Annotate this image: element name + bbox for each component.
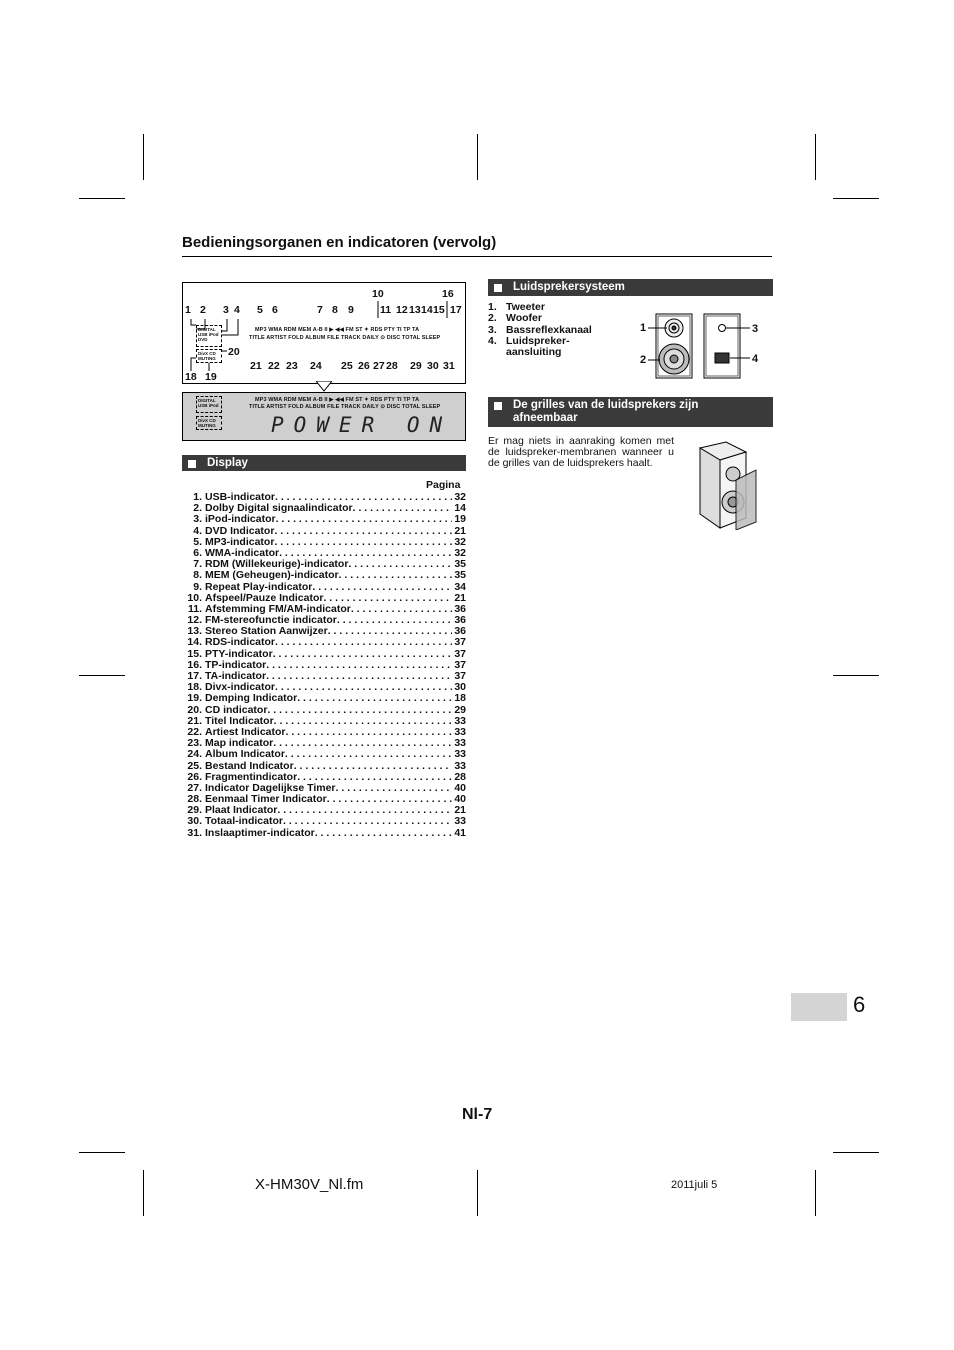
item-number: 17. bbox=[187, 671, 202, 682]
item-label: Eenmaal Timer Indicator bbox=[205, 794, 327, 806]
dot-leader bbox=[339, 570, 452, 581]
callout-25: 25 bbox=[341, 360, 353, 372]
speaker-callout-3: 3 bbox=[752, 323, 759, 335]
item-label: TP-indicator bbox=[205, 659, 267, 671]
muting-indicator: MUTING bbox=[198, 423, 216, 428]
speaker-callout-2: 2 bbox=[640, 354, 647, 366]
item-label: RDM (Willekeurige)-indicator bbox=[205, 559, 349, 571]
callout-4: 4 bbox=[234, 304, 240, 316]
item-page: 32 bbox=[454, 547, 466, 559]
item-page: 21 bbox=[454, 805, 466, 817]
item-label: Demping Indicator bbox=[205, 693, 298, 705]
item-page: 19 bbox=[454, 514, 466, 526]
item-label: Repeat Play-indicator bbox=[205, 581, 313, 593]
table-row bbox=[182, 761, 466, 772]
item-page: 33 bbox=[454, 816, 466, 828]
dot-leader bbox=[266, 671, 452, 682]
section-rule bbox=[182, 256, 772, 257]
item-page: 37 bbox=[454, 637, 466, 649]
item-page: 14 bbox=[454, 503, 466, 515]
dot-leader bbox=[274, 537, 452, 548]
item-number: 1. bbox=[488, 301, 497, 313]
item-page: 33 bbox=[454, 760, 466, 772]
item-page: 41 bbox=[454, 827, 466, 839]
dot-leader bbox=[323, 593, 452, 604]
display-indicator-list bbox=[182, 492, 466, 839]
speaker-grille-illustration bbox=[686, 440, 762, 530]
dvd-indicator: DVD bbox=[198, 337, 208, 342]
table-row bbox=[182, 526, 466, 537]
dot-leader bbox=[266, 660, 452, 671]
square-bullet-icon bbox=[494, 402, 502, 410]
grilles-heading-line1: De grilles van de luidsprekers zijn bbox=[513, 399, 699, 411]
item-label: FM-stereofunctie indicator bbox=[205, 615, 337, 627]
dot-leader bbox=[327, 794, 452, 805]
item-number: 2. bbox=[488, 312, 497, 325]
item-page: 21 bbox=[454, 592, 466, 604]
item-label: Fragmentindicator bbox=[205, 771, 298, 783]
crop-mark bbox=[143, 1170, 144, 1216]
item-label: Titel Indicator bbox=[205, 715, 274, 727]
dot-leader bbox=[294, 761, 452, 772]
table-row bbox=[182, 582, 466, 593]
item-number: 30. bbox=[187, 816, 202, 828]
display-diagram-numbered bbox=[182, 282, 466, 384]
item-number: 1. bbox=[193, 492, 202, 503]
table-row bbox=[182, 749, 466, 760]
item-label: Artiest Indicator bbox=[205, 726, 286, 738]
display-heading-bar bbox=[182, 455, 466, 471]
grilles-description: Er mag niets in aanraking komen met de luidspreker-membranen wanneer u de grilles van de luidsprekers haalt. bbox=[488, 435, 674, 469]
power-on-text: POWER ON bbox=[271, 413, 453, 437]
table-row bbox=[182, 514, 466, 525]
item-label: USB-indicator bbox=[205, 492, 276, 503]
crop-mark bbox=[833, 1152, 879, 1153]
dot-leader bbox=[337, 615, 452, 626]
indicator-labels-row1: MP3 WMA RDM MEM A-B II ▶ ◀◀ FM ST ✦ RDS PTY TI TP TA bbox=[255, 397, 420, 403]
table-row bbox=[182, 615, 466, 626]
callout-5: 5 bbox=[257, 304, 263, 316]
item-number: 29. bbox=[187, 805, 202, 817]
callout-10: 10 bbox=[372, 288, 384, 300]
item-label: TA-indicator bbox=[205, 671, 267, 682]
callout-1: 1 bbox=[185, 304, 191, 316]
item-page: 33 bbox=[454, 715, 466, 727]
table-row bbox=[182, 816, 466, 827]
item-label: Map indicator bbox=[205, 738, 274, 750]
footer-filename: X-HM30V_Nl.fm bbox=[255, 1176, 364, 1193]
item-number: 6. bbox=[193, 547, 202, 559]
item-label: Dolby Digital signaalindicator bbox=[205, 503, 353, 515]
item-page: 37 bbox=[454, 659, 466, 671]
table-row bbox=[182, 637, 466, 648]
dot-leader bbox=[267, 705, 452, 716]
item-number: 8. bbox=[193, 570, 202, 582]
grilles-heading-line2: afneembaar bbox=[513, 412, 578, 424]
item-label: Indicator Dagelijkse Timer bbox=[205, 782, 336, 794]
item-number: 23. bbox=[187, 738, 202, 750]
item-number: 24. bbox=[187, 749, 202, 761]
item-label: Album Indicator bbox=[205, 749, 285, 761]
ipod-indicator: iPod bbox=[208, 403, 219, 408]
item-label: RDS-indicator bbox=[205, 637, 276, 649]
item-number: 18. bbox=[187, 682, 202, 694]
item-page: 36 bbox=[454, 615, 466, 627]
item-number: 26. bbox=[187, 771, 202, 783]
callout-18: 18 bbox=[185, 371, 197, 383]
item-label: MEM (Geheugen)-indicator bbox=[205, 570, 339, 582]
speaker-heading-bar bbox=[488, 279, 773, 296]
list-item bbox=[488, 313, 592, 324]
callout-26: 26 bbox=[358, 360, 370, 372]
item-number: 15. bbox=[187, 648, 202, 660]
ipod-indicator: iPod bbox=[208, 332, 219, 337]
crop-mark bbox=[79, 198, 125, 199]
item-page: 32 bbox=[454, 492, 466, 503]
grilles-heading bbox=[513, 399, 698, 425]
dot-leader bbox=[315, 828, 452, 839]
callout-9: 9 bbox=[348, 304, 354, 316]
digital-indicator: DIGITAL bbox=[198, 398, 216, 403]
item-number: 28. bbox=[187, 794, 202, 806]
dot-leader bbox=[297, 772, 452, 783]
callout-23: 23 bbox=[286, 360, 298, 372]
callout-20: 20 bbox=[228, 346, 240, 358]
table-row bbox=[182, 649, 466, 660]
item-page: 33 bbox=[454, 749, 466, 761]
item-page: 32 bbox=[454, 536, 466, 548]
item-page: 33 bbox=[454, 738, 466, 750]
item-number: 13. bbox=[187, 626, 202, 638]
item-number: 10. bbox=[187, 592, 202, 604]
dot-leader bbox=[351, 604, 452, 615]
item-page: 21 bbox=[454, 525, 466, 537]
crop-mark bbox=[815, 1170, 816, 1216]
crop-mark bbox=[815, 134, 816, 180]
item-number: 22. bbox=[187, 726, 202, 738]
source-indicators-box bbox=[196, 396, 222, 413]
item-label: Luidspreker- bbox=[506, 334, 570, 347]
usb-indicator: USB bbox=[198, 332, 208, 337]
callout-29: 29 bbox=[410, 360, 422, 372]
table-row bbox=[182, 682, 466, 693]
table-row bbox=[182, 660, 466, 671]
item-page: 36 bbox=[454, 626, 466, 638]
callout-11: 11 bbox=[380, 304, 392, 316]
item-page: 35 bbox=[454, 570, 466, 582]
item-label: Afspeel/Pauze Indicator bbox=[205, 592, 324, 604]
indicator-labels-row2: TITLE ARTIST FOLD ALBUM FILE TRACK DAILY ⊙ DISC TOTAL SLEEP bbox=[249, 335, 441, 341]
speaker-parts-list bbox=[488, 302, 592, 358]
section-title: Bedieningsorganen en indicatoren (vervolg) bbox=[182, 234, 497, 251]
item-page: 36 bbox=[454, 603, 466, 615]
callout-7: 7 bbox=[317, 304, 323, 316]
divx-muting-box bbox=[196, 416, 222, 430]
item-page: 37 bbox=[454, 648, 466, 660]
crop-mark bbox=[143, 134, 144, 180]
indicator-labels-row1: MP3 WMA RDM MEM A-B II ▶ ◀◀ FM ST ✦ RDS PTY TI TP TA bbox=[255, 327, 420, 333]
dot-leader bbox=[274, 716, 452, 727]
table-row bbox=[182, 783, 466, 794]
item-label: PTY-indicator bbox=[205, 648, 273, 660]
table-row bbox=[182, 626, 466, 637]
item-label: Inslaaptimer-indicator bbox=[205, 827, 315, 839]
page-tab-number: 6 bbox=[853, 992, 866, 1017]
cd-indicator: CD bbox=[209, 351, 216, 356]
item-number: 25. bbox=[187, 760, 202, 772]
table-row bbox=[182, 705, 466, 716]
item-label: DVD Indicator bbox=[205, 525, 275, 537]
item-page: 40 bbox=[454, 794, 466, 806]
muting-indicator: MUTING bbox=[198, 356, 216, 361]
item-label: Afstemming FM/AM-indicator bbox=[205, 603, 351, 615]
item-number: 2. bbox=[193, 503, 202, 515]
speaker-front-back-illustration bbox=[636, 312, 764, 380]
dot-leader bbox=[275, 637, 452, 648]
item-label: MP3-indicator bbox=[205, 536, 275, 548]
display-diagram-power-on bbox=[182, 392, 466, 441]
dot-leader bbox=[274, 526, 452, 537]
item-number bbox=[488, 347, 506, 358]
item-number: 5. bbox=[193, 536, 202, 548]
item-page: 33 bbox=[454, 726, 466, 738]
grilles-heading-bar bbox=[488, 397, 773, 427]
item-label: CD indicator bbox=[205, 704, 268, 716]
dot-leader bbox=[276, 514, 452, 525]
table-row bbox=[182, 537, 466, 548]
dot-leader bbox=[283, 816, 452, 827]
item-number: 4. bbox=[488, 334, 497, 347]
item-label: aansluiting bbox=[506, 346, 562, 359]
dot-leader bbox=[279, 548, 452, 559]
table-row bbox=[182, 570, 466, 581]
dot-leader bbox=[348, 559, 452, 570]
item-number: 12. bbox=[187, 615, 202, 627]
square-bullet-icon bbox=[494, 284, 502, 292]
callout-24: 24 bbox=[310, 360, 322, 372]
item-label: iPod-indicator bbox=[205, 514, 276, 526]
item-label: Stereo Station Aanwijzer bbox=[205, 626, 328, 638]
table-row bbox=[182, 727, 466, 738]
dot-leader bbox=[328, 626, 452, 637]
callout-21: 21 bbox=[250, 360, 262, 372]
table-row bbox=[182, 693, 466, 704]
crop-mark bbox=[79, 675, 125, 676]
dot-leader bbox=[336, 783, 452, 794]
item-number: 3. bbox=[488, 323, 497, 336]
dot-leader bbox=[297, 693, 452, 704]
speaker-callout-4: 4 bbox=[752, 353, 759, 365]
speaker-heading: Luidsprekersysteem bbox=[513, 281, 625, 293]
table-row bbox=[182, 559, 466, 570]
digital-indicator: DIGITAL bbox=[198, 327, 216, 332]
display-heading: Display bbox=[207, 457, 248, 469]
table-row bbox=[182, 671, 466, 682]
item-label: Bestand Indicator bbox=[205, 760, 294, 772]
indicator-labels-row2: TITLE ARTIST FOLD ALBUM FILE TRACK DAILY ⊙ DISC TOTAL SLEEP bbox=[249, 404, 441, 410]
crop-mark bbox=[833, 198, 879, 199]
item-page: 30 bbox=[454, 682, 466, 694]
divx-indicator: DivX bbox=[198, 418, 209, 423]
usb-indicator: USB bbox=[198, 403, 208, 408]
dot-leader bbox=[275, 492, 452, 503]
callout-6: 6 bbox=[272, 304, 278, 316]
item-label: Woofer bbox=[506, 312, 542, 325]
page-tab bbox=[791, 993, 847, 1021]
dot-leader bbox=[286, 727, 452, 738]
callout-12: 12 bbox=[396, 304, 408, 316]
divx-indicator: DivX bbox=[198, 351, 209, 356]
pagina-label: Pagina bbox=[426, 479, 461, 491]
table-row bbox=[182, 503, 466, 514]
item-number: 14. bbox=[187, 637, 202, 649]
item-number: 11. bbox=[187, 603, 202, 615]
item-number: 27. bbox=[187, 782, 202, 794]
list-item bbox=[488, 347, 592, 358]
item-number: 19. bbox=[187, 693, 202, 705]
dot-leader bbox=[312, 582, 452, 593]
item-number: 31. bbox=[187, 827, 202, 839]
dot-leader bbox=[353, 503, 452, 514]
callout-13: 13 bbox=[409, 304, 421, 316]
table-row bbox=[182, 805, 466, 816]
item-number: 16. bbox=[187, 659, 202, 671]
callout-16: 16 bbox=[442, 288, 454, 300]
page-number: Nl-7 bbox=[462, 1106, 493, 1123]
item-page: 35 bbox=[454, 559, 466, 571]
item-number: 7. bbox=[193, 559, 202, 571]
crop-mark bbox=[79, 1152, 125, 1153]
callout-17: 17 bbox=[450, 304, 462, 316]
item-page: 34 bbox=[454, 581, 466, 593]
item-number: 20. bbox=[187, 704, 202, 716]
table-row bbox=[182, 604, 466, 615]
table-row bbox=[182, 548, 466, 559]
item-label: Plaat Indicator bbox=[205, 805, 278, 817]
callout-27: 27 bbox=[373, 360, 385, 372]
dot-leader bbox=[273, 649, 452, 660]
item-label: Divx-indicator bbox=[205, 682, 276, 694]
dot-leader bbox=[277, 805, 452, 816]
crop-mark bbox=[477, 1170, 478, 1216]
dot-leader bbox=[285, 749, 452, 760]
table-row bbox=[182, 593, 466, 604]
item-page: 40 bbox=[454, 782, 466, 794]
callout-2: 2 bbox=[200, 304, 206, 316]
item-number: 21. bbox=[187, 715, 202, 727]
item-page: 37 bbox=[454, 671, 466, 682]
item-label: Tweeter bbox=[506, 301, 545, 313]
item-page: 29 bbox=[454, 704, 466, 716]
table-row bbox=[182, 492, 466, 503]
speaker-callout-1: 1 bbox=[640, 322, 647, 334]
item-label: Bassreflexkanaal bbox=[506, 323, 592, 336]
item-page: 28 bbox=[454, 771, 466, 783]
square-bullet-icon bbox=[188, 460, 196, 468]
callout-22: 22 bbox=[268, 360, 280, 372]
callout-leader-lines bbox=[183, 283, 465, 383]
table-row bbox=[182, 794, 466, 805]
dot-leader bbox=[273, 738, 452, 749]
footer-date: 2011juli 5 bbox=[671, 1179, 718, 1191]
callout-30: 30 bbox=[427, 360, 439, 372]
callout-31: 31 bbox=[443, 360, 455, 372]
callout-28: 28 bbox=[386, 360, 398, 372]
item-number: 3. bbox=[193, 514, 202, 526]
table-row bbox=[182, 828, 466, 839]
item-label: Totaal-indicator bbox=[205, 816, 283, 828]
table-row bbox=[182, 738, 466, 749]
item-number: 4. bbox=[193, 525, 202, 537]
callout-3: 3 bbox=[223, 304, 229, 316]
callout-19: 19 bbox=[205, 371, 217, 383]
crop-mark bbox=[477, 134, 478, 180]
cd-indicator: CD bbox=[209, 418, 216, 423]
dot-leader bbox=[275, 682, 452, 693]
crop-mark bbox=[833, 675, 879, 676]
item-number: 9. bbox=[193, 581, 202, 593]
callout-8: 8 bbox=[332, 304, 338, 316]
callout-14: 14 bbox=[421, 304, 433, 316]
table-row bbox=[182, 772, 466, 783]
table-row bbox=[182, 716, 466, 727]
callout-15: 15 bbox=[433, 304, 445, 316]
item-label: WMA-indicator bbox=[205, 547, 280, 559]
item-page: 18 bbox=[454, 693, 466, 705]
